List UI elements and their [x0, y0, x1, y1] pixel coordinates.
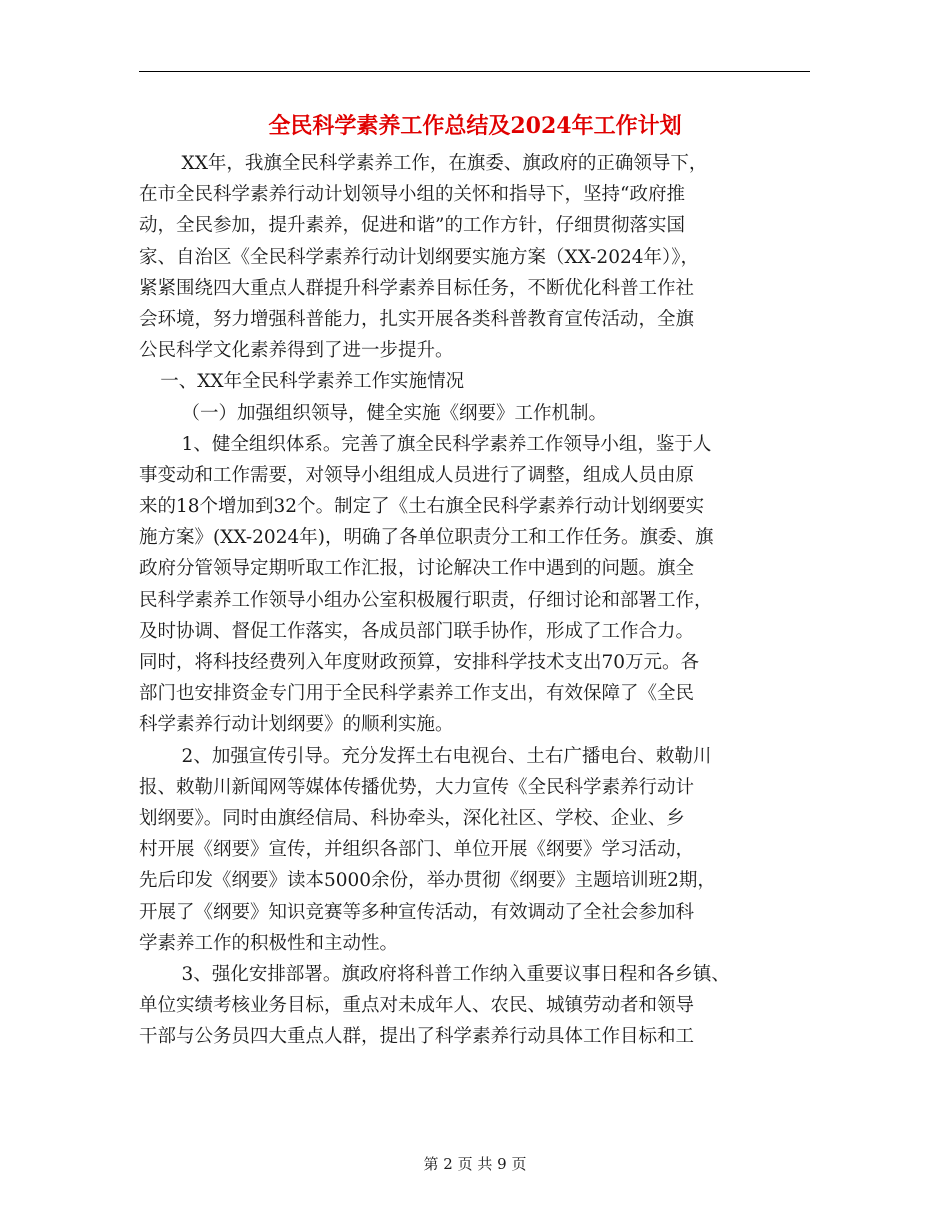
body-line: 开展了《纲要》知识竞赛等多种宣传活动，有效调动了全社会参加科	[139, 901, 695, 923]
document-title: 全民科学素养工作总结及2024年工作计划	[268, 113, 682, 139]
body-line: 村开展《纲要》宣传，并组织各部门、单位开展《纲要》学习活动，	[139, 839, 695, 861]
body-line: 家、自治区《全民科学素养行动计划纲要实施方案（XX-2024年）》，	[139, 246, 700, 268]
body-line: 一、XX年全民科学素养工作实施情况	[160, 371, 465, 393]
body-line: 科学素养行动计划纲要》的顺利实施。	[139, 714, 454, 736]
body-line: （一）加强组织领导，健全实施《纲要》工作机制。	[181, 402, 608, 424]
body-line: 部门也安排资金专门用于全民科学素养工作支出，有效保障了《全民	[139, 683, 695, 705]
body-line: 动，全民参加，提升素养，促进和谐”的工作方针，仔细贯彻落实国	[139, 215, 685, 237]
body-line: 及时协调、督促工作落实，各成员部门联手协作，形成了工作合力。	[139, 620, 695, 642]
header-rule	[139, 71, 810, 72]
document-body	[139, 148, 819, 1052]
body-line: 先后印发《纲要》读本5000余份，举办贯彻《纲要》主题培训班2期，	[139, 870, 716, 892]
body-line: 同时，将科技经费列入年度财政预算，安排科学技术支出70万元。各	[139, 652, 700, 673]
body-line: 会环境，努力增强科普能力，扎实开展各类科普教育宣传活动，全旗	[139, 308, 695, 330]
body-line: XX年，我旗全民科学素养工作，在旗委、旗政府的正确领导下，	[181, 153, 708, 174]
body-line: 政府分管领导定期听取工作汇报，讨论解决工作中遇到的问题。旗全	[139, 558, 695, 580]
body-line: 在市全民科学素养行动计划领导小组的关怀和指导下，坚持“政府推	[139, 184, 685, 206]
body-line: 施方案》(XX-2024年)，明确了各单位职责分工和工作任务。旗委、旗	[139, 527, 714, 549]
body-line: 来的18个增加到32个。制定了《土右旗全民科学素养行动计划纲要实	[139, 496, 705, 518]
body-line: 1、健全组织体系。完善了旗全民科学素养工作领导小组，鉴于人	[181, 433, 712, 455]
body-line: 事变动和工作需要，对领导小组组成人员进行了调整，组成人员由原	[139, 464, 695, 486]
body-line: 划纲要》。同时由旗经信局、科协牵头，深化社区、学校、企业、乡	[139, 807, 685, 829]
body-line: 学素养工作的积极性和主动性。	[139, 932, 399, 954]
body-line: 干部与公务员四大重点人群，提出了科学素养行动具体工作目标和工	[139, 1026, 695, 1048]
body-line: 单位实绩考核业务目标，重点对未成年人、农民、城镇劳动者和领导	[139, 995, 695, 1017]
body-line: 公民科学文化素养得到了进一步提升。	[139, 340, 454, 362]
body-line: 报、敕勒川新闻网等媒体传播优势，大力宣传《全民科学素养行动计	[139, 776, 695, 798]
body-line: 民科学素养工作领导小组办公室积极履行职责，仔细讨论和部署工作，	[139, 589, 713, 611]
body-line: 紧紧围绕四大重点人群提升科学素养目标任务，不断优化科普工作社	[139, 277, 695, 299]
body-line: 3、强化安排部署。旗政府将科普工作纳入重要议事日程和各乡镇、	[181, 963, 730, 985]
page-number-footer: 第 2 页 共 9 页	[423, 1155, 527, 1173]
body-line: 2、加强宣传引导。充分发挥土右电视台、土右广播电台、敕勒川	[181, 745, 712, 767]
